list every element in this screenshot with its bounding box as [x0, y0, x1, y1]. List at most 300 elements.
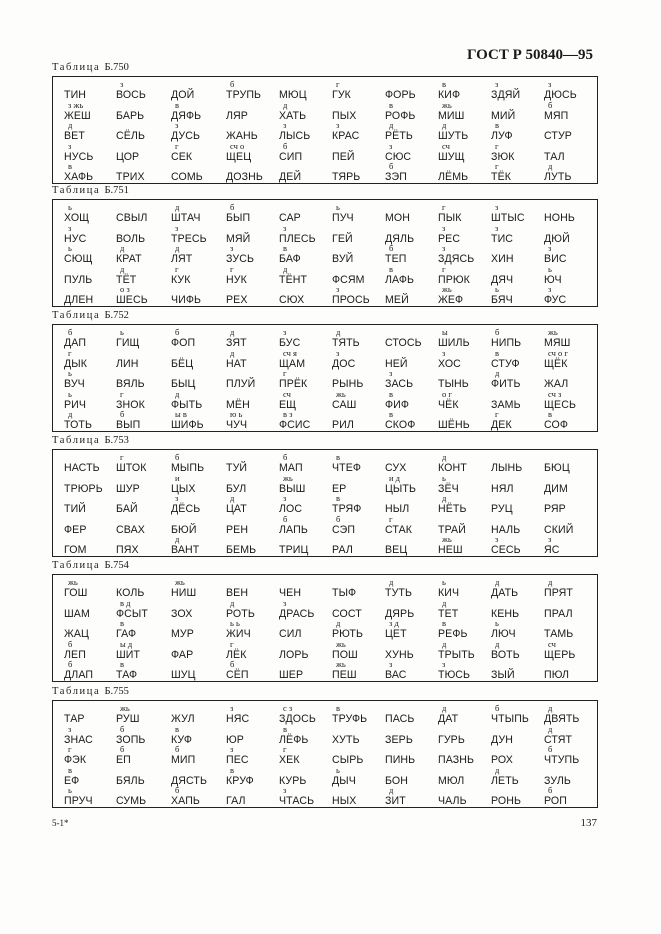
- word: НИШ: [171, 587, 197, 599]
- word: НЕЙ: [385, 357, 408, 370]
- pronunciation-mark: б: [389, 161, 394, 172]
- table-cell: [326, 704, 384, 725]
- word: ПИНЬ: [385, 754, 416, 767]
- word: ЛУТЬ: [544, 171, 572, 184]
- word: НЁТЬ: [438, 503, 467, 516]
- word: СОСТ: [332, 607, 362, 620]
- table-cell: [432, 786, 490, 807]
- table-cell: [485, 515, 543, 536]
- word: БОН: [385, 774, 409, 787]
- word: ДУН: [491, 733, 513, 746]
- table-cell: [58, 453, 116, 474]
- table-cell: [538, 410, 596, 431]
- table-cell: [326, 244, 384, 265]
- word: ХЕК: [279, 754, 300, 767]
- table-cell: [220, 80, 278, 101]
- word: ДЕК: [491, 419, 512, 432]
- table-cell: [110, 453, 168, 474]
- word-table: [52, 574, 598, 682]
- word: МЮЛ: [438, 774, 465, 787]
- table-cell: [326, 142, 384, 163]
- table-cell: [326, 535, 384, 556]
- table-caption: [52, 185, 129, 196]
- word: ЗЕРЬ: [385, 733, 413, 746]
- word: ЖИЧ: [226, 628, 251, 641]
- word: ТОТЬ: [64, 419, 93, 432]
- word: ХОС: [438, 357, 461, 370]
- pronunciation-mark: в: [389, 388, 394, 399]
- word: РИЛ: [332, 419, 354, 432]
- pronunciation-mark: г: [495, 140, 499, 151]
- pronunciation-mark: в: [389, 99, 394, 110]
- word: НЫХ: [332, 795, 357, 808]
- word: МИЙ: [491, 109, 516, 122]
- word: СКОФ: [385, 419, 416, 432]
- word: ВЫШ: [279, 482, 306, 495]
- table-cell: [379, 162, 437, 183]
- word: ХАФЬ: [64, 171, 94, 184]
- pronunciation-mark: з: [283, 493, 287, 504]
- word: РУЦ: [491, 503, 513, 516]
- word: БУС: [279, 337, 301, 349]
- table-row: [53, 244, 597, 265]
- table-cell: [110, 660, 168, 681]
- word: СВЫЛ: [116, 212, 148, 224]
- word: ШЁНЬ: [438, 419, 470, 432]
- pronunciation-mark: б: [175, 452, 180, 462]
- word: ВОЛЬ: [116, 232, 146, 245]
- word: НЯЛ: [491, 482, 514, 495]
- word: НЯС: [226, 713, 250, 725]
- word: ЗЮК: [491, 150, 515, 163]
- word: ПРОСЬ: [332, 294, 370, 307]
- table-cell: [110, 101, 168, 122]
- table-cell: [165, 494, 223, 515]
- table-cell: [485, 285, 543, 306]
- table-cell: [538, 766, 596, 787]
- word: ЗЭП: [385, 171, 407, 184]
- word: ПЕЙ: [332, 150, 355, 163]
- pronunciation-mark: д: [548, 703, 553, 713]
- table-cell: [538, 244, 596, 265]
- word: ШАМ: [64, 607, 90, 620]
- word: ДЕЙ: [279, 171, 302, 184]
- word: СТУФ: [491, 357, 520, 370]
- table-cell: [432, 410, 490, 431]
- table-cell: [110, 578, 168, 599]
- word: ЗДЯЙ: [491, 89, 521, 101]
- pronunciation-mark: ь: [68, 388, 72, 399]
- table-cell: [165, 142, 223, 163]
- table-cell: [273, 535, 331, 556]
- pronunciation-mark: д: [175, 388, 180, 399]
- word: ЗНОК: [116, 398, 145, 411]
- word: МУР: [171, 628, 194, 641]
- table-cell: [220, 599, 278, 620]
- table-cell: [379, 142, 437, 163]
- word-table: [52, 324, 598, 432]
- word: КОЛЬ: [116, 587, 145, 599]
- pronunciation-mark: сч о: [230, 140, 245, 151]
- pronunciation-mark: д: [120, 243, 125, 254]
- pronunciation-mark: з: [175, 222, 179, 233]
- word: ПЫХ: [332, 109, 357, 122]
- table-caption: [52, 62, 129, 73]
- pronunciation-mark: жь: [548, 327, 558, 337]
- table-caption-number: Б.753: [104, 435, 129, 446]
- table-cell: [273, 265, 331, 286]
- word: ЛЯТ: [171, 253, 193, 266]
- word: ЗУСЬ: [226, 253, 255, 266]
- pronunciation-mark: г: [68, 744, 72, 755]
- table-row: [53, 474, 597, 495]
- pronunciation-mark: б: [120, 409, 125, 420]
- word: САР: [279, 212, 301, 224]
- word: ДЯФЬ: [171, 109, 202, 122]
- word: СКИЙ: [544, 523, 574, 536]
- table-cell: [432, 244, 490, 265]
- table-cell: [273, 515, 331, 536]
- word: ЗОХ: [171, 607, 193, 620]
- table-cell: [220, 745, 278, 766]
- table-cell: [58, 349, 116, 370]
- table-cell: [165, 285, 223, 306]
- table-cell: [432, 766, 490, 787]
- table-cell: [432, 390, 490, 411]
- table-cell: [110, 725, 168, 746]
- pronunciation-mark: з: [68, 222, 72, 233]
- table-cell: [538, 369, 596, 390]
- pronunciation-mark: д: [389, 120, 394, 131]
- table-cell: [432, 599, 490, 620]
- word: ШИТ: [116, 648, 141, 661]
- word: КРАС: [332, 130, 360, 143]
- word: ТРЫТЬ: [438, 648, 475, 661]
- table-cell: [326, 265, 384, 286]
- pronunciation-mark: ь: [495, 618, 499, 629]
- word: СЫРЬ: [332, 754, 364, 767]
- table-cell: [432, 453, 490, 474]
- word: МЮЦ: [279, 89, 307, 101]
- table-cell: [165, 244, 223, 265]
- word: ДЯЧ: [491, 273, 514, 286]
- table-cell: [326, 453, 384, 474]
- table-cell: [273, 640, 331, 661]
- table-cell: [220, 265, 278, 286]
- pronunciation-mark: и д: [389, 472, 400, 483]
- table-cell: [485, 660, 543, 681]
- word: ФЭК: [64, 754, 87, 767]
- table-cell: [326, 725, 384, 746]
- table-cell: [379, 121, 437, 142]
- word: ФАР: [171, 648, 194, 661]
- pronunciation-mark: в: [230, 764, 235, 775]
- table-caption-label: Таблица: [52, 435, 101, 446]
- pronunciation-mark: г: [495, 161, 499, 172]
- word: ЛЫСЬ: [279, 130, 311, 143]
- pronunciation-mark: в: [442, 618, 447, 629]
- word: ДАТЬ: [491, 587, 519, 599]
- word: ДЛЕН: [64, 294, 94, 307]
- pronunciation-mark: б: [68, 659, 73, 670]
- table-cell: [273, 619, 331, 640]
- word: ЛОС: [279, 503, 303, 516]
- table-caption-label: Таблица: [52, 310, 101, 321]
- table-row: [53, 619, 597, 640]
- pronunciation-mark: г: [283, 744, 287, 755]
- pronunciation-mark: д: [548, 577, 553, 587]
- pronunciation-mark: в: [548, 409, 553, 420]
- word: РЕС: [438, 232, 461, 245]
- table-row: [53, 578, 597, 599]
- word: СЕСЬ: [491, 544, 521, 557]
- pronunciation-mark: д: [389, 577, 394, 587]
- pronunciation-mark: ь: [336, 764, 340, 775]
- table-cell: [432, 535, 490, 556]
- word: РИЧ: [64, 398, 87, 411]
- word: ВОТЬ: [491, 648, 520, 661]
- word: ДИМ: [544, 482, 568, 495]
- table-cell: [58, 203, 116, 224]
- table-cell: [379, 725, 437, 746]
- pronunciation-mark: д: [336, 327, 341, 337]
- word: ПАСЬ: [385, 713, 415, 725]
- table-cell: [273, 285, 331, 306]
- table-cell: [220, 619, 278, 640]
- word: ЕЩ: [279, 398, 297, 411]
- word: ЛЁК: [226, 648, 247, 661]
- table-cell: [326, 203, 384, 224]
- word: ШТАЧ: [171, 212, 201, 224]
- word: ЕР: [332, 482, 347, 495]
- word: ПОШ: [332, 648, 358, 661]
- table-cell: [432, 80, 490, 101]
- word: ТРЕСЬ: [171, 232, 207, 245]
- pronunciation-mark: д: [548, 161, 553, 172]
- page-number: 137: [580, 817, 597, 829]
- word: ДАТ: [438, 713, 459, 725]
- word: НЫЛ: [385, 503, 410, 516]
- table-cell: [538, 80, 596, 101]
- word: ФУС: [544, 294, 567, 307]
- pronunciation-mark: д: [495, 368, 500, 379]
- table-cell: [379, 390, 437, 411]
- pronunciation-mark: б: [548, 785, 553, 796]
- word: ЧТУПЬ: [544, 754, 580, 767]
- word: ГАФ: [116, 628, 137, 641]
- table-cell: [326, 515, 384, 536]
- word: ЛЫНЬ: [491, 462, 523, 474]
- table-cell: [220, 224, 278, 245]
- word: РЕН: [226, 523, 249, 536]
- table-cell: [58, 101, 116, 122]
- word: МОН: [385, 212, 411, 224]
- table-cell: [165, 704, 223, 725]
- table-cell: [165, 328, 223, 349]
- table-cell: [326, 162, 384, 183]
- table-cell: [110, 328, 168, 349]
- word: ЗОПЬ: [116, 733, 146, 746]
- word: ТИЙ: [64, 503, 86, 516]
- word: ШИЛЬ: [438, 337, 470, 349]
- pronunciation-mark: б: [495, 327, 500, 337]
- table-cell: [538, 162, 596, 183]
- word: РОТЬ: [226, 607, 255, 620]
- table-cell: [58, 786, 116, 807]
- table-cell: [485, 162, 543, 183]
- word: ТАР: [64, 713, 85, 725]
- table-caption-label: Таблица: [52, 185, 101, 196]
- pronunciation-mark: жь: [120, 703, 130, 713]
- word: ЕП: [116, 754, 131, 767]
- word: ХУТЬ: [332, 733, 360, 746]
- word: НАЛЬ: [491, 523, 521, 536]
- table-cell: [379, 328, 437, 349]
- table-cell: [485, 328, 543, 349]
- word: ТРАЙ: [438, 523, 466, 536]
- word: ЦОР: [116, 150, 140, 163]
- word: ШТЫС: [491, 212, 525, 224]
- pronunciation-mark: сч я: [283, 347, 297, 358]
- table-cell: [58, 704, 116, 725]
- table-cell: [538, 745, 596, 766]
- sheet-mark: 5-1*: [52, 818, 69, 828]
- pronunciation-mark: б: [175, 785, 180, 796]
- word: ФЫТЬ: [171, 398, 203, 411]
- pronunciation-mark: в: [68, 764, 73, 775]
- table-cell: [432, 349, 490, 370]
- table-cell: [220, 410, 278, 431]
- table-cell: [538, 121, 596, 142]
- pronunciation-mark: з: [389, 140, 393, 151]
- word: МЫПЬ: [171, 462, 205, 474]
- table-cell: [485, 142, 543, 163]
- pronunciation-mark: з: [175, 120, 179, 131]
- pronunciation-mark: з: [68, 723, 72, 734]
- table-row: [53, 121, 597, 142]
- table-cell: [58, 745, 116, 766]
- pronunciation-mark: д: [442, 597, 447, 608]
- word: ГЕЙ: [332, 232, 353, 245]
- pronunciation-mark: жь: [283, 472, 293, 483]
- table-cell: [165, 162, 223, 183]
- pronunciation-mark: ь: [68, 243, 72, 254]
- pronunciation-mark: д: [120, 263, 125, 274]
- pronunciation-mark: д: [336, 618, 341, 629]
- word: ПРУЧ: [64, 795, 93, 808]
- table-cell: [379, 203, 437, 224]
- table-cell: [165, 786, 223, 807]
- word: НУК: [226, 273, 247, 286]
- pronunciation-mark: б: [389, 243, 394, 254]
- table-cell: [538, 101, 596, 122]
- table-cell: [432, 660, 490, 681]
- word: ЩЕЦ: [226, 150, 252, 163]
- table-cell: [379, 244, 437, 265]
- pronunciation-mark: ы д: [120, 638, 133, 649]
- word: ЮЧ: [544, 273, 562, 286]
- table-cell: [485, 265, 543, 286]
- table-caption-number: Б.754: [104, 560, 129, 571]
- table-cell: [538, 704, 596, 725]
- word: БЯЧ: [491, 294, 513, 307]
- table-row: [53, 328, 597, 349]
- word: ВАС: [385, 669, 407, 682]
- table-cell: [273, 474, 331, 495]
- word: КУФ: [171, 733, 193, 746]
- word: ЕФ: [64, 774, 80, 787]
- word: СОФ: [544, 419, 569, 432]
- table-cell: [220, 162, 278, 183]
- pronunciation-mark: з: [283, 327, 287, 337]
- table-cell: [110, 515, 168, 536]
- word: НЕШ: [438, 544, 463, 557]
- word: ВЫП: [116, 419, 141, 432]
- table-cell: [220, 101, 278, 122]
- table-cell: [538, 265, 596, 286]
- word: ЧТЫПЬ: [491, 713, 529, 725]
- pronunciation-mark: и: [175, 472, 180, 483]
- table-caption-label: Таблица: [52, 686, 101, 697]
- word: ТУЙ: [226, 462, 248, 474]
- word: ЖАЛ: [544, 378, 569, 391]
- table-cell: [273, 80, 331, 101]
- table-cell: [326, 786, 384, 807]
- table-cell: [379, 766, 437, 787]
- pronunciation-mark: д: [548, 723, 553, 734]
- word: МИШ: [438, 109, 465, 122]
- word: ЦЫХ: [171, 482, 196, 495]
- word: ВУЙ: [332, 253, 354, 266]
- word: ДЁСЬ: [171, 503, 201, 516]
- table-cell: [110, 410, 168, 431]
- pronunciation-mark: ы в: [175, 409, 187, 420]
- pronunciation-mark: з: [230, 744, 234, 755]
- table-cell: [432, 265, 490, 286]
- pronunciation-mark: б: [336, 513, 341, 524]
- table-cell: [110, 390, 168, 411]
- table-cell: [326, 494, 384, 515]
- pronunciation-mark: в: [389, 409, 394, 420]
- word: ГУК: [332, 89, 351, 101]
- word: ПЛУЙ: [226, 378, 256, 391]
- table-cell: [379, 349, 437, 370]
- table-cell: [165, 474, 223, 495]
- word: БЮЦ: [544, 462, 570, 474]
- pronunciation-mark: в: [336, 493, 341, 504]
- word: ВАНТ: [171, 544, 200, 557]
- word: ЧТАСЬ: [279, 795, 315, 808]
- word: ТЕП: [385, 253, 407, 266]
- word: ТРЮРЬ: [64, 482, 103, 495]
- table-row: [53, 285, 597, 306]
- table-cell: [538, 474, 596, 495]
- word: ЦЕТ: [385, 628, 407, 641]
- table-row: [53, 390, 597, 411]
- table-cell: [432, 745, 490, 766]
- word: ДЯЛЬ: [385, 232, 415, 245]
- table-cell: [273, 101, 331, 122]
- word: ФСЯМ: [332, 273, 365, 286]
- pronunciation-mark: жь: [336, 659, 346, 670]
- word: КИЧ: [438, 587, 460, 599]
- table-cell: [58, 766, 116, 787]
- table-cell: [538, 224, 596, 245]
- pronunciation-mark: в: [283, 243, 288, 254]
- table-cell: [165, 535, 223, 556]
- table-row: [53, 725, 597, 746]
- word: ТЮСЬ: [438, 669, 471, 682]
